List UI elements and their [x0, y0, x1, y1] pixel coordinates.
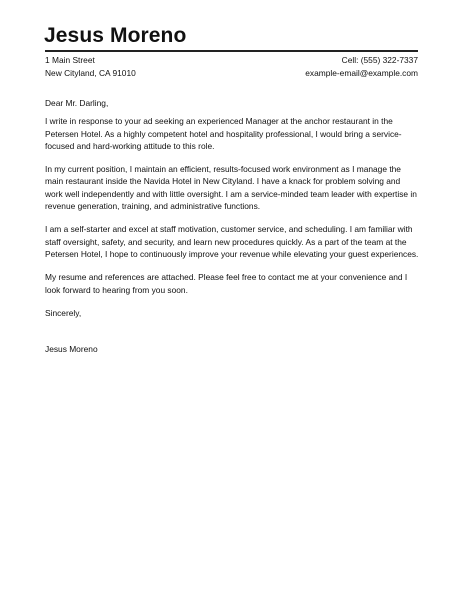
paragraph-skills: I am a self-starter and excel at staff motivation, customer service, and scheduling. I am familiar with staff oversight, safety, and security, and learn new procedures quickly. As a part of the team at the Petersen Hotel, I hope to continuously improve your revenue while elevating your guest experiences. — [45, 224, 419, 259]
email-address: example-email@example.com — [305, 68, 418, 78]
contact-row-1 — [45, 55, 418, 65]
paragraph-conclusion: My resume and references are attached. Please feel free to contact me at your convenience and I look forward to hearing from you soon. — [45, 272, 408, 295]
paragraph-intro: I write in response to your ad seeking an experienced Manager at the anchor restaurant in the Petersen Hotel. As a highly competent hotel and hospitality professional, I would bring a service-focused and hard-working attitude to this role. — [45, 116, 402, 151]
paragraph-current-position: In my current position, I maintain an efficient, results-focused work environment as I manage the main restaurant inside the Navida Hotel in New Cityland. I have a knack for problem solving and work well independently and with little oversight. I am a service-minded team leader with expertise in revenue generation, training, and administrative functions. — [45, 164, 417, 212]
header-divider — [45, 50, 418, 52]
contact-row-2 — [45, 68, 418, 78]
signature-name: Jesus Moreno — [45, 344, 98, 355]
letter-body — [45, 97, 420, 366]
phone-number: Cell: (555) 322-7337 — [341, 55, 418, 65]
sender-name: Jesus Moreno — [44, 24, 187, 47]
address-line-1: 1 Main Street — [45, 55, 95, 65]
closing: Sincerely, — [45, 307, 82, 318]
salutation: Dear Mr. Darling, — [45, 98, 109, 108]
address-line-2: New Cityland, CA 91010 — [45, 68, 136, 78]
